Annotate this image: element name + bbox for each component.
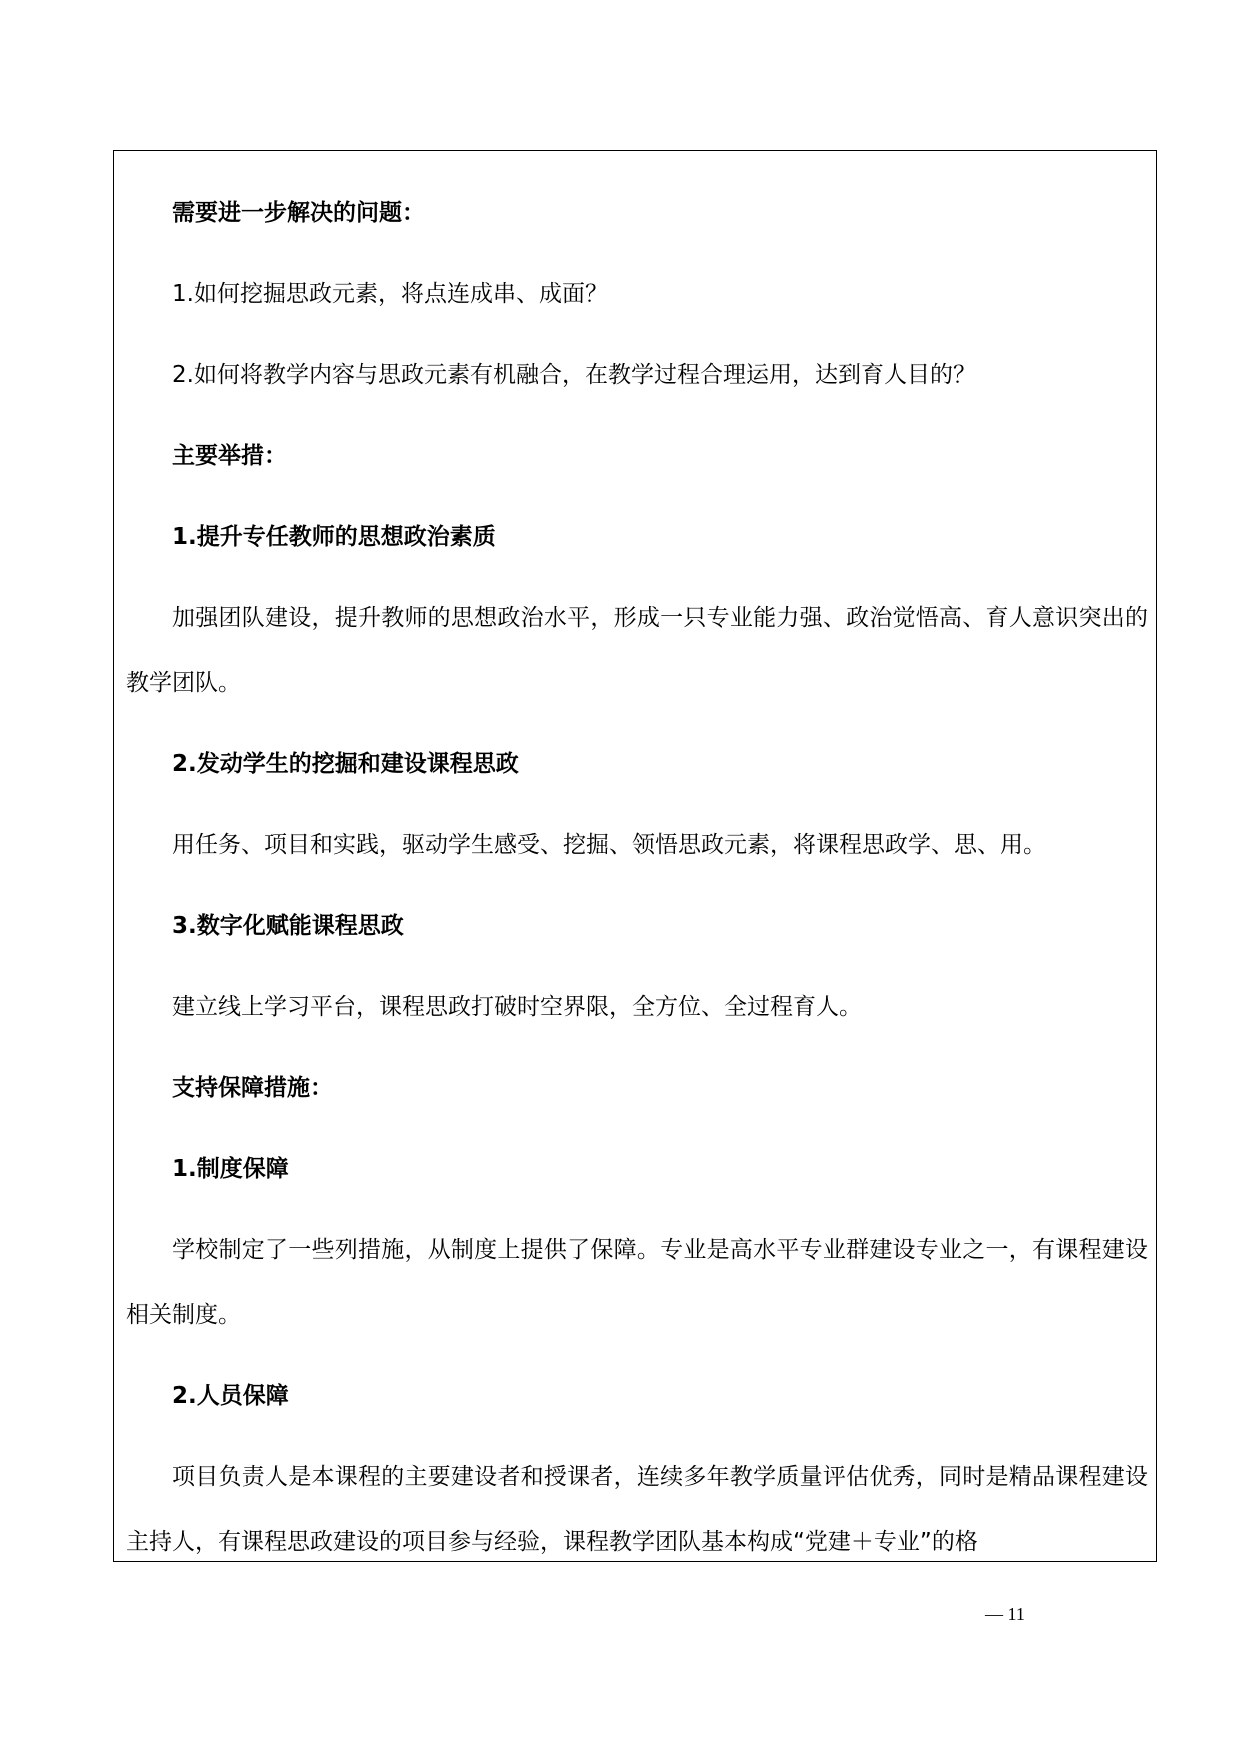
heading-problems: 需要进一步解决的问题： [172, 200, 425, 226]
document-content [126, 181, 1148, 1562]
paragraph-measure-2: 用任务、项目和实践，驱动学生感受、挖掘、领悟思政元素，将课程思政学、思、用。 [172, 832, 1046, 858]
paragraph-support-2: 项目负责人是本课程的主要建设者和授课者，连续多年教学质量评估优秀，同时是精品课程建设主持人，有课程思政建设的项目参与经验，课程教学团队基本构成“党建＋专业”的格 [126, 1464, 1148, 1555]
heading-support: 支持保障措施： [172, 1075, 333, 1101]
heading-support-2: 2.人员保障 [172, 1383, 289, 1409]
heading-measures: 主要举措： [172, 443, 287, 469]
paragraph-support-1: 学校制定了一些列措施，从制度上提供了保障。专业是高水平专业群建设专业之一，有课程建设相关制度。 [126, 1237, 1148, 1328]
table-cell-frame [113, 150, 1157, 1562]
paragraph-problem-1: 1.如何挖掘思政元素，将点连成串、成面？ [172, 281, 608, 307]
heading-measure-3: 3.数字化赋能课程思政 [172, 913, 404, 939]
page-number: — 11 [985, 1604, 1025, 1624]
paragraph-measure-3: 建立线上学习平台，课程思政打破时空界限，全方位、全过程育人。 [172, 994, 862, 1020]
heading-support-1: 1.制度保障 [172, 1156, 289, 1182]
paragraph-problem-2: 2.如何将教学内容与思政元素有机融合，在教学过程合理运用，达到育人目的？ [172, 362, 976, 388]
paragraph-measure-1: 加强团队建设，提升教师的思想政治水平，形成一只专业能力强、政治觉悟高、育人意识突出的教学团队。 [126, 605, 1148, 696]
heading-measure-2: 2.发动学生的挖掘和建设课程思政 [172, 751, 519, 777]
heading-measure-1: 1.提升专任教师的思想政治素质 [172, 524, 496, 550]
